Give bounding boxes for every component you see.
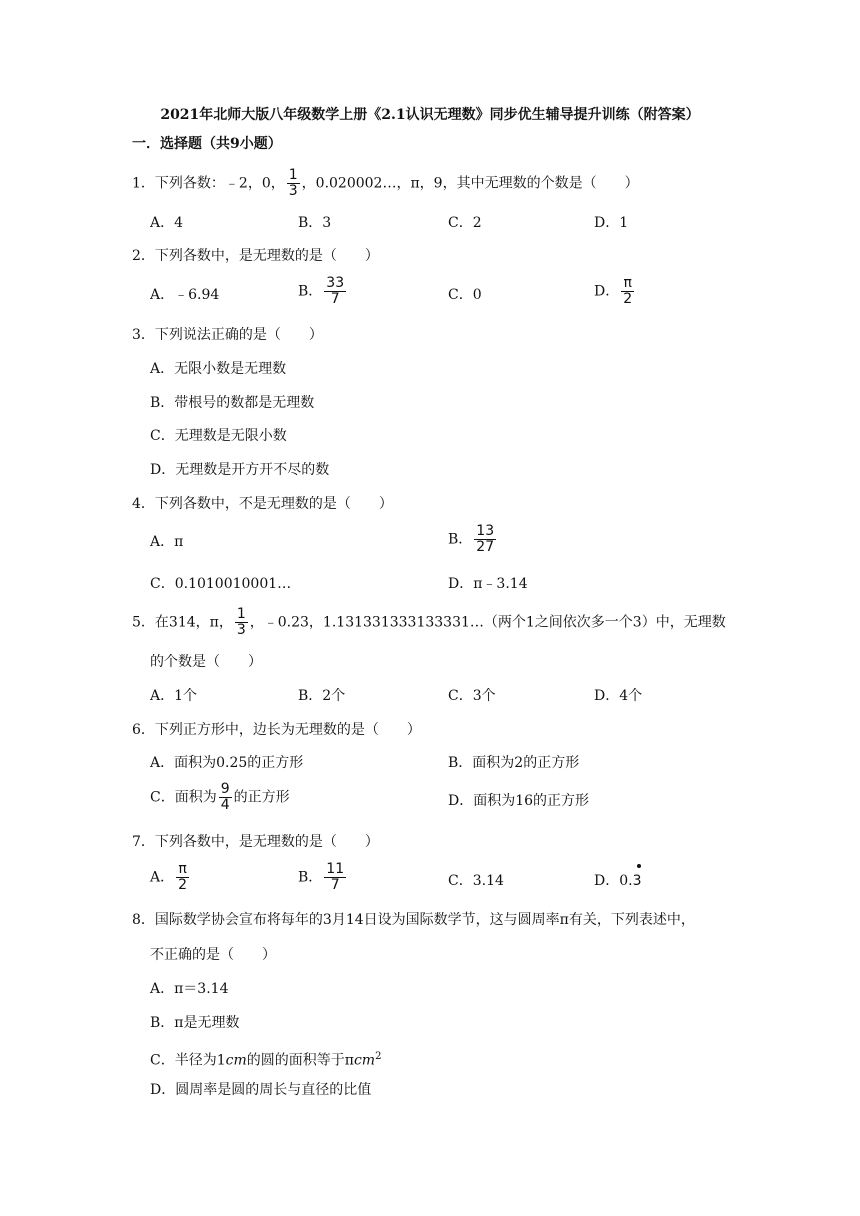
fraction: $\frac{1}{3}$ [288,167,298,199]
question-7-option-a: A． $\frac{\pi}{2}$ [150,861,188,893]
fraction: $\frac{1}{3}$ [236,606,246,638]
question-3-stem: 3．下列说法正确的是（ ） [132,327,323,343]
question-1-stem: 1．下列各数：﹣2，0， $\frac{1}{3}$ ，0.020002…，π，9，其中无理数的个数是（ ） [132,167,639,199]
question-2-option-b: B． $\frac{33}{7}$ [298,275,345,307]
question-3-option-b: B．带根号的数都是无理数 [150,395,315,411]
document-title: 2021年北师大版八年级数学上册《2.1认识无理数》同步优生辅导提升训练（附答案） [160,107,700,123]
question-6-option-d: D．面积为16的正方形 [448,793,590,809]
fraction: $\frac{\pi}{2}$ [623,275,633,307]
fraction: $\frac{13}{27}$ [476,523,495,555]
question-5-option-d: D．4个 [594,688,643,704]
question-7-option-c: C．3.14 [448,873,504,889]
question-5-option-b: B．2个 [298,688,346,704]
fraction: $\frac{11}{7}$ [326,861,345,893]
question-1-option-a: A．4 [150,215,184,231]
question-4-option-b: B． $\frac{13}{27}$ [448,523,495,555]
question-1-option-b: B．3 [298,215,332,231]
fraction: $\frac{\pi}{2}$ [178,861,188,893]
question-4-option-c: C．0.1010010001… [150,576,292,592]
question-2-option-a: A．﹣6.94 [150,287,220,303]
question-3-option-c: C．无理数是无限小数 [150,428,287,444]
question-3-option-d: D．无理数是开方开不尽的数 [150,462,330,478]
question-2-option-c: C．0 [448,287,482,303]
question-8-stem: 8．国际数学协会宣布将每年的3月14日设为国际数学节，这与圆周率π有关，下列表述中， [132,912,695,928]
question-4-option-d: D．π﹣3.14 [448,576,528,592]
question-7-option-d: D．0.3 [594,870,642,892]
question-8-option-a: A．π＝3.14 [150,981,229,997]
question-6-option-b: B．面积为2的正方形 [448,755,580,771]
question-7-option-b: B． $\frac{11}{7}$ [298,861,345,893]
question-1-option-c: C．2 [448,215,482,231]
question-2-stem: 2．下列各数中，是无理数的是（ ） [132,248,379,264]
question-4-stem: 4．下列各数中，不是无理数的是（ ） [132,496,393,512]
question-5-option-c: C．3个 [448,688,496,704]
section-heading: 一．选择题（共9小题） [132,136,282,152]
question-6-option-c: C．面积为 $\frac{9}{4}$ 的正方形 [150,781,290,813]
question-4-option-a: A．π [150,534,184,550]
question-6-option-a: A．面积为0.25的正方形 [150,755,304,771]
question-3-option-a: A．无限小数是无理数 [150,361,287,377]
fraction: $\frac{9}{4}$ [220,781,230,813]
question-2-option-d: D． $\frac{\pi}{2}$ [594,275,633,307]
question-5-stem: 5．在314，π， $\frac{1}{3}$ ，﹣0.23，1.131331333133331…（两个1之间依次多一个3）中，无理数 [132,606,726,638]
repeating-digit: 3 [633,870,642,892]
question-8-option-d: D．圆周率是圆的周长与直径的比值 [150,1082,372,1098]
question-1-option-d: D．1 [594,215,629,231]
question-6-stem: 6．下列正方形中，边长为无理数的是（ ） [132,722,421,738]
question-7-stem: 7．下列各数中，是无理数的是（ ） [132,834,379,850]
question-8-stem-line-2: 不正确的是（ ） [150,947,276,963]
question-8-option-b: B．π是无理数 [150,1015,240,1031]
question-8-option-c: C．半径为1cm的圆的面积等于πcm$^2$ [150,1051,382,1069]
fraction: $\frac{33}{7}$ [326,275,345,307]
question-5-stem-line-2: 的个数是（ ） [150,654,262,670]
question-5-option-a: A．1个 [150,688,198,704]
